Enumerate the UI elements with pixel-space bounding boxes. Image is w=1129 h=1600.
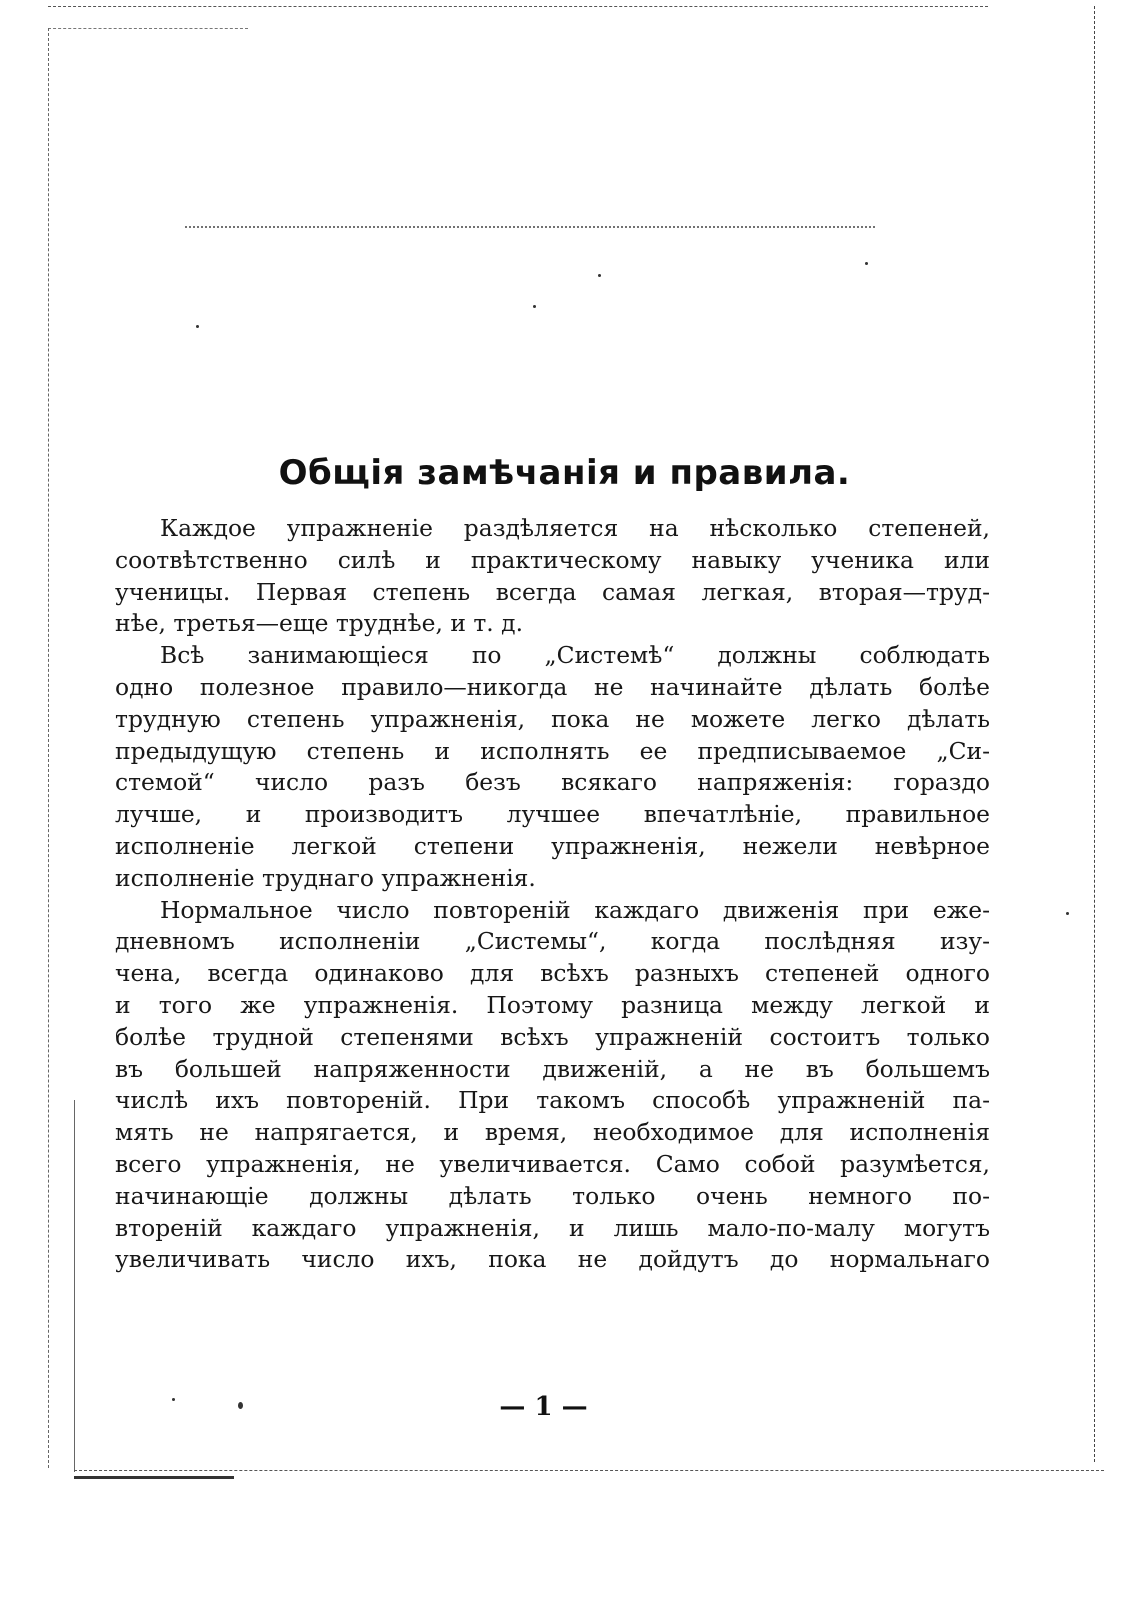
- text-line: одно полезное правило—никогда не начинайте дѣлать болѣе: [115, 672, 990, 701]
- text-line: втореній каждаго упражненія, и лишь мало-по-малу могутъ: [115, 1213, 990, 1242]
- text-line: болѣе трудной степенями всѣхъ упражненій состоитъ только: [115, 1022, 990, 1051]
- text-line: ученицы. Первая степень всегда самая легкая, вторая—труд-: [115, 577, 990, 606]
- text-line: исполненіе легкой степени упражненія, нежели невѣрное: [115, 831, 990, 860]
- scan-speck: [533, 305, 536, 308]
- text-line: Каждое упражненіе раздѣляется на нѣсколько степеней,: [160, 514, 990, 542]
- text-line: исполненіе труднаго упражненія.: [115, 863, 536, 892]
- text-line: трудную степень упражненія, пока не можете легко дѣлать: [115, 704, 990, 733]
- text-line: въ большей напряженности движеній, а не въ большемъ: [115, 1054, 990, 1083]
- scan-speck: [196, 325, 199, 328]
- scan-noise-line: [185, 226, 875, 228]
- text-line: начинающіе должны дѣлать только очень немного по-: [115, 1181, 990, 1210]
- scan-speck: [598, 274, 601, 277]
- page-title: Общія замѣчанія и правила.: [278, 452, 851, 493]
- page-border-top-inner: [48, 28, 248, 29]
- text-line: Нормальное число повтореній каждаго движенія при еже-: [160, 895, 990, 924]
- body-text: [115, 513, 990, 1276]
- text-line: лучше, и производитъ лучшее впечатлѣніе, правильное: [115, 800, 990, 829]
- page-border-bottom-thick: [74, 1476, 234, 1479]
- paragraph-1: [115, 513, 990, 640]
- text-line: Всѣ занимающіеся по „Системѣ“ должны соблюдать: [160, 641, 990, 670]
- text-line: увеличивать число ихъ, пока не дойдутъ до нормальнаго: [115, 1245, 990, 1274]
- text-line: мять не напрягается, и время, необходимое для исполненія: [115, 1118, 990, 1147]
- text-line: нѣе, третья—еще труднѣе, и т. д.: [115, 609, 524, 638]
- text-line: и того же упражненія. Поэтому разница между легкой и: [115, 990, 990, 1019]
- page-number: — 1 —: [499, 1392, 588, 1422]
- page-border-bottom: [74, 1470, 1104, 1471]
- page-border-right: [1094, 6, 1095, 1462]
- page-border-left: [48, 28, 49, 1468]
- text-line: соотвѣтственно силѣ и практическому навыку ученика или: [115, 545, 990, 574]
- text-line: всего упражненія, не увеличивается. Само собой разумѣется,: [115, 1149, 990, 1178]
- text-line: предыдущую степень и исполнять ее предписываемое „Си-: [115, 736, 990, 765]
- text-line: числѣ ихъ повтореній. При такомъ способѣ упражненій па-: [115, 1086, 990, 1115]
- paragraph-3: [115, 895, 990, 1277]
- text-line: чена, всегда одинаково для всѣхъ разныхъ степеней одного: [115, 959, 990, 988]
- text-line: дневномъ исполненіи „Системы“, когда послѣдняя изу-: [115, 927, 990, 956]
- scan-speck: [865, 262, 868, 265]
- page-border-top: [48, 6, 988, 7]
- paragraph-2: [115, 640, 990, 894]
- text-line: стемой“ число разъ безъ всякаго напряженія: гораздо: [115, 768, 990, 797]
- scan-speck: [1066, 912, 1069, 915]
